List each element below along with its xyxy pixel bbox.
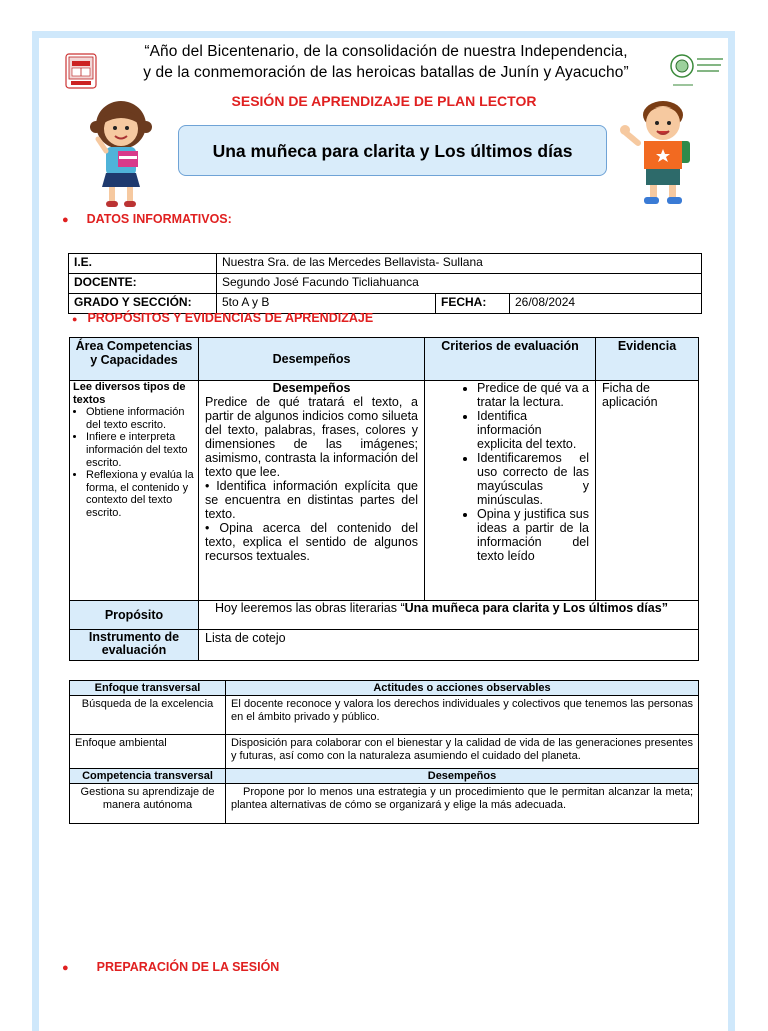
lesson-title: Una muñeca para clarita y Los últimos días — [212, 140, 573, 161]
session-type-title: SESIÓN DE APRENDIZAJE DE PLAN LECTOR — [231, 93, 537, 109]
enfoque-name: Búsqueda de la excelencia — [70, 696, 226, 735]
school-crest-left-icon — [65, 53, 97, 89]
enfoque-name: Enfoque ambiental — [70, 735, 226, 769]
national-motto — [96, 41, 676, 83]
col-desempenos-header: Desempeños — [226, 769, 699, 784]
desempenos-title: Desempeños — [272, 381, 351, 395]
list-item: • Identificaremos el uso correcto de las mayúsculas y minúsculas. — [477, 451, 589, 507]
list-item: • Obtiene información del texto escrito. — [86, 406, 195, 431]
table-row — [70, 696, 699, 735]
col-enfoque-header: Enfoque transversal — [70, 681, 226, 696]
competencia-transversal: Gestiona su aprendizaje de manera autónoma — [70, 784, 226, 824]
docente-label: DOCENTE: — [69, 274, 217, 294]
col-criterios-header: Criterios de evaluación — [425, 338, 596, 381]
col-actitudes-header: Actitudes o acciones observables — [226, 681, 699, 696]
grado-value: 5to A y B — [217, 294, 436, 314]
lesson-title-box — [178, 125, 607, 176]
list-item: • Reflexiona y evalúa la forma, el contenido y contexto del texto escrito. — [86, 469, 195, 519]
grado-label: GRADO Y SECCIÓN: — [69, 294, 217, 314]
proposito-cell — [199, 601, 699, 630]
table-header-row — [70, 681, 699, 696]
evidencia-cell: Ficha de aplicación — [596, 381, 699, 601]
table-row — [70, 784, 699, 824]
table-row — [69, 274, 702, 294]
area-cell — [70, 381, 199, 601]
datos-table — [68, 253, 702, 314]
instrumento-value: Lista de cotejo — [199, 630, 699, 661]
proposito-label: Propósito — [70, 601, 199, 630]
docente-value: Segundo José Facundo Ticliahuanca — [217, 274, 702, 294]
table-row — [70, 735, 699, 769]
proposito-prefix: Hoy leeremos las obras literarias “ — [215, 601, 405, 615]
desempeno-item: • Opina acerca del contenido del texto, explica el sentido de algunos recursos textuales. — [205, 521, 418, 563]
bullet-icon: ● — [62, 962, 69, 974]
enfoque-actitud: El docente reconoce y valora los derechos individuales y colectivos que tenemos las personas en el ámbito privado y público. — [226, 696, 699, 735]
desempeno-item: Predice de qué tratará el texto, a partir de algunos indicios como silueta del texto, palabras, frases, colores y dimensiones de las imágenes; asimismo, contrasta la información del texto que lee. — [205, 395, 418, 479]
criterios-cell — [425, 381, 596, 601]
desempenos-cell — [199, 381, 425, 601]
table-row — [70, 630, 699, 661]
ministry-logo-icon — [669, 51, 725, 93]
preparacion-heading-text: PREPARACIÓN DE LA SESIÓN — [96, 960, 280, 974]
proposito-bold: Una muñeca para clarita y Los últimos días” — [404, 601, 668, 615]
competencia-name: Lee diversos tipos de textos — [73, 381, 186, 406]
fecha-label: FECHA: — [436, 294, 510, 314]
capacidades-list — [73, 406, 195, 519]
table-row — [70, 601, 699, 630]
col-competencia-header: Competencia transversal — [70, 769, 226, 784]
girl-with-books-illustration — [84, 95, 158, 210]
table-header-row — [70, 769, 699, 784]
preparacion-heading — [62, 960, 279, 974]
table-row — [69, 254, 702, 274]
propositos-table — [69, 337, 699, 661]
competencia-desempeno: Propone por lo menos una estrategia y un procedimiento que le permitan alcanzar la meta; plantea alternativas de cómo se organizará y elige la más adecuada. — [226, 784, 699, 824]
datos-heading-text: DATOS INFORMATIVOS: — [86, 212, 232, 226]
criterios-list — [437, 381, 589, 563]
motto-line-1: “Año del Bicentenario, de la consolidación de nuestra Independencia, — [144, 43, 628, 60]
datos-heading — [62, 212, 232, 226]
list-item: • Infiere e interpreta información del texto escrito. — [86, 431, 195, 469]
desempeno-item: • Identifica información explícita que se encuentra en distintas partes del texto. — [205, 479, 418, 521]
ie-value: Nuestra Sra. de las Mercedes Bellavista- Sullana — [217, 254, 702, 274]
list-item: • Predice de qué va a tratar la lectura. — [477, 381, 589, 409]
bullet-icon: ● — [62, 214, 69, 226]
motto-line-2: y de la conmemoración de las heroicas batallas de Junín y Ayacucho” — [143, 64, 629, 81]
instrumento-label: Instrumento de evaluación — [70, 630, 199, 661]
fecha-value: 26/08/2024 — [510, 294, 702, 314]
col-evidencia-header: Evidencia — [596, 338, 699, 381]
ie-label: I.E. — [69, 254, 217, 274]
table-row — [70, 381, 699, 601]
col-area-header: Área Competencias y Capacidades — [70, 338, 199, 381]
col-desempenos-header: Desempeños — [199, 338, 425, 381]
list-item: • Opina y justifica sus ideas a partir de la información del texto leído — [477, 507, 589, 563]
boy-waving-illustration — [620, 93, 702, 211]
bullet-icon: ● — [72, 314, 78, 324]
propositos-heading-text: PROPÓSITOS Y EVIDENCIAS DE APRENDIZAJE — [87, 311, 374, 325]
enfoque-actitud: Disposición para colaborar con el bienestar y la calidad de vida de las generaciones presentes y futuras, así como con la naturaleza asumiendo el cuidado del planeta. — [226, 735, 699, 769]
enfoques-table — [69, 680, 699, 824]
table-header-row — [70, 338, 699, 381]
propositos-heading — [72, 311, 373, 325]
list-item: • Identifica información explicita del texto. — [477, 409, 589, 451]
